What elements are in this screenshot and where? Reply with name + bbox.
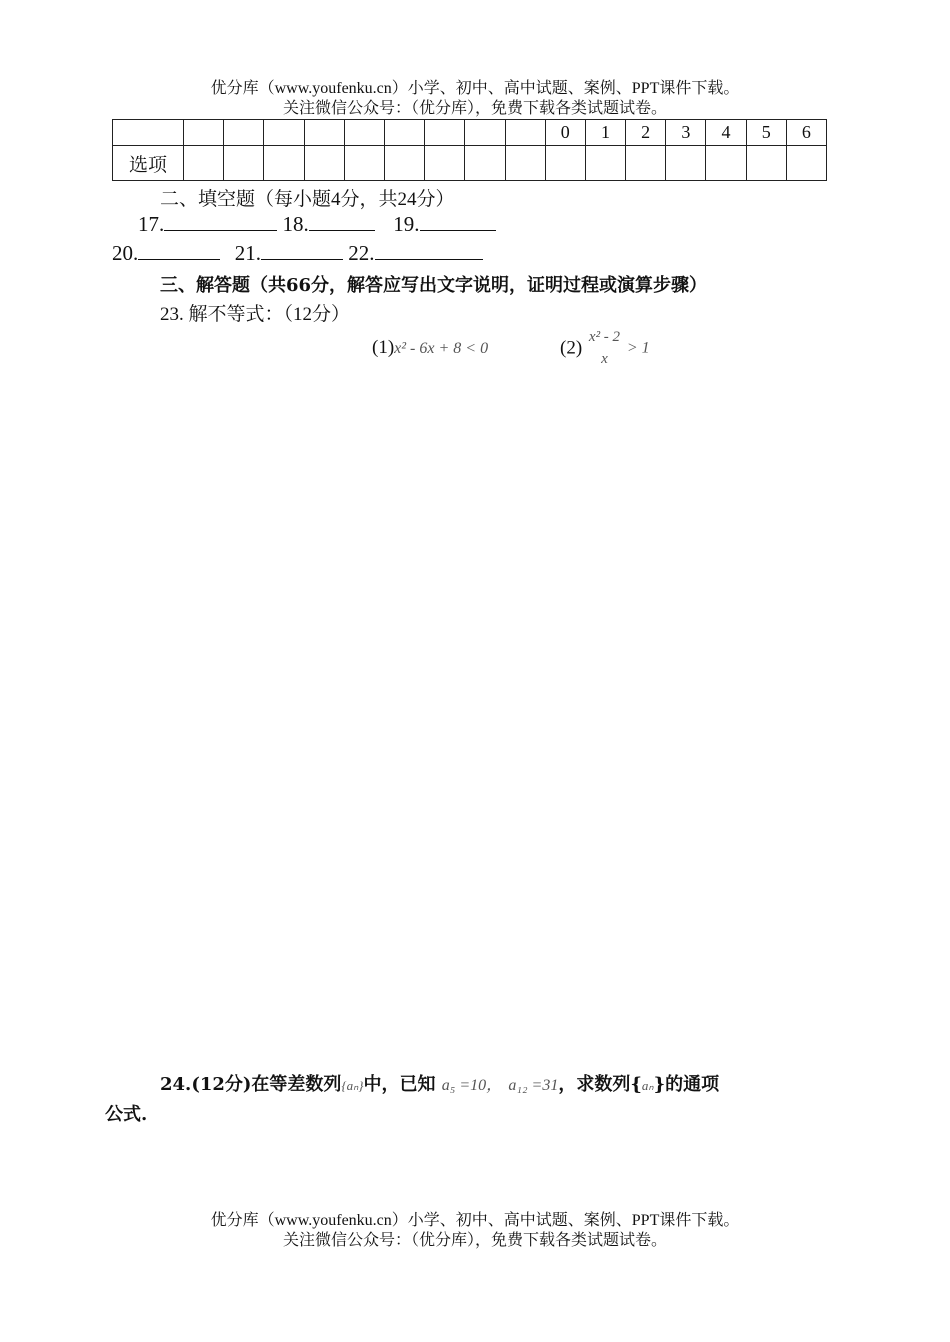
fill-blank-row-1	[138, 212, 496, 237]
q19-label: 19.	[393, 212, 420, 236]
answer-grid-header-row	[113, 120, 827, 146]
answer-cell[interactable]	[626, 146, 666, 181]
grid-cell	[184, 120, 224, 146]
answer-cell[interactable]	[184, 146, 224, 181]
header-line-1: 优分库（www.youfenku.cn）小学、初中、高中试题、案例、PPT课件下载。	[210, 80, 740, 97]
question-23-part-1	[372, 337, 488, 359]
grid-cell: 4	[706, 120, 746, 146]
answer-cell[interactable]	[465, 146, 505, 181]
q19-blank[interactable]	[420, 212, 496, 231]
grid-cell	[505, 120, 545, 146]
q24-a5: a₅ =10，	[441, 1077, 503, 1094]
grid-cell	[224, 120, 264, 146]
q24-tail: ，求数列{	[558, 1074, 642, 1095]
answer-cell[interactable]	[384, 146, 424, 181]
question-23-part-2	[560, 330, 650, 367]
answer-cell[interactable]	[344, 146, 384, 181]
question-23-title: 23. 解不等式：（12分）	[160, 304, 351, 325]
q24-sequence: {aₙ}	[341, 1078, 364, 1093]
q24-prefix: 24.(12分)在等差数列	[160, 1074, 342, 1095]
answer-cell[interactable]	[746, 146, 786, 181]
grid-cell	[113, 120, 184, 146]
part2-label: (2)	[560, 337, 583, 359]
grid-cell: 0	[545, 120, 585, 146]
footer-line-2: 关注微信公众号：（优分库），免费下载各类试题试卷。	[282, 1232, 667, 1249]
part2-denominator: x	[601, 351, 608, 367]
q22-label: 22.	[348, 241, 375, 265]
q18-blank[interactable]	[309, 212, 375, 231]
answer-cell[interactable]	[224, 146, 264, 181]
answer-cell[interactable]	[786, 146, 826, 181]
fill-blank-row-2	[112, 241, 483, 266]
grid-cell: 3	[666, 120, 706, 146]
answer-grid	[112, 119, 827, 181]
q24-an: aₙ	[641, 1078, 654, 1093]
q20-label: 20.	[112, 241, 139, 265]
q24-mid: 中，已知	[363, 1074, 436, 1095]
q24-a12: a₁₂ =31	[508, 1077, 559, 1094]
answer-grid-answer-row	[113, 146, 827, 181]
grid-cell: 5	[746, 120, 786, 146]
row-label: 选项	[113, 146, 184, 181]
answer-cell[interactable]	[505, 146, 545, 181]
q21-blank[interactable]	[261, 241, 343, 260]
grid-cell	[425, 120, 465, 146]
question-24-line-2: 公式.	[105, 1104, 148, 1125]
part1-expression: x² - 6x + 8 < 0	[394, 340, 489, 357]
part2-fraction	[587, 330, 622, 367]
answer-cell[interactable]	[666, 146, 706, 181]
q17-blank[interactable]	[164, 212, 277, 231]
answer-cell[interactable]	[545, 146, 585, 181]
section3-title: 三、解答题（共66分，解答应写出文字说明，证明过程或演算步骤）	[160, 275, 708, 296]
part2-relation: > 1	[626, 339, 650, 357]
answer-cell[interactable]	[304, 146, 344, 181]
footer-line-1: 优分库（www.youfenku.cn）小学、初中、高中试题、案例、PPT课件下载。	[210, 1212, 740, 1229]
grid-cell: 6	[786, 120, 826, 146]
q18-label: 18.	[282, 212, 309, 236]
answer-cell[interactable]	[585, 146, 625, 181]
q24-end: }的通项	[653, 1074, 720, 1095]
answer-cell[interactable]	[264, 146, 304, 181]
grid-cell	[344, 120, 384, 146]
grid-cell: 1	[585, 120, 625, 146]
grid-cell	[264, 120, 304, 146]
q20-blank[interactable]	[138, 241, 220, 260]
part1-label: (1)	[372, 337, 395, 358]
header-line-2: 关注微信公众号：（优分库），免费下载各类试题试卷。	[282, 100, 667, 117]
grid-cell	[465, 120, 505, 146]
answer-cell[interactable]	[425, 146, 465, 181]
grid-cell	[384, 120, 424, 146]
question-24-line-1	[160, 1070, 719, 1096]
q22-blank[interactable]	[375, 241, 483, 260]
q21-label: 21.	[234, 241, 261, 265]
grid-cell: 2	[626, 120, 666, 146]
part2-numerator: x² - 2	[588, 329, 621, 345]
section2-title: 二、填空题（每小题4分，共24分）	[160, 189, 455, 210]
answer-cell[interactable]	[706, 146, 746, 181]
grid-cell	[304, 120, 344, 146]
q17-label: 17.	[138, 212, 165, 236]
